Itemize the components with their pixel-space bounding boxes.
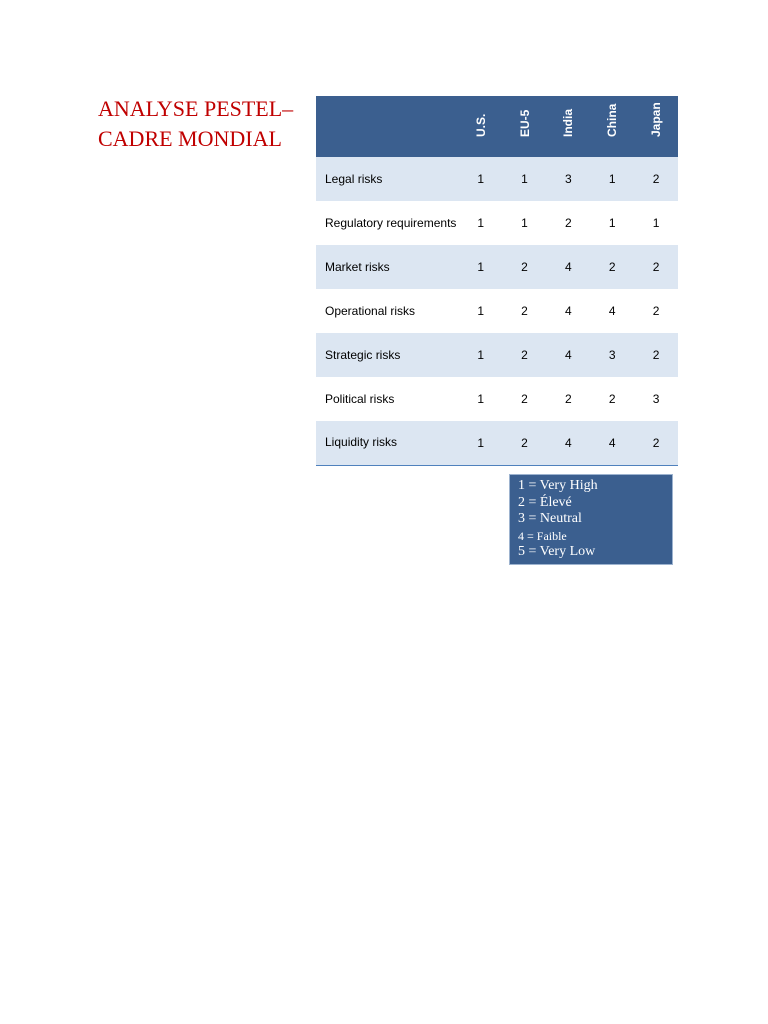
table-cell: 4 [565, 304, 572, 318]
table-cell: 2 [521, 260, 528, 274]
column-header-label: EU-5 [517, 109, 532, 137]
table-cell: 2 [521, 304, 528, 318]
column-header-us [459, 96, 503, 157]
table-cell: 2 [565, 216, 572, 230]
table-cell: 2 [652, 172, 660, 186]
table-cell: 4 [608, 304, 616, 318]
column-header-label: India [561, 108, 576, 137]
table-cell: 1 [477, 216, 484, 230]
header-corner-cell [316, 96, 459, 157]
table-cell: 1 [477, 348, 484, 362]
table-cell: 2 [652, 260, 660, 274]
column-header-label: China [605, 103, 620, 137]
row-label: Operational risks [325, 303, 416, 318]
table-cell: 1 [477, 260, 484, 274]
column-header-japan [634, 96, 678, 157]
table-cell: 1 [477, 435, 484, 450]
table-cell: 1 [477, 392, 484, 406]
table-cell: 4 [565, 348, 572, 362]
table-cell: 2 [652, 304, 660, 318]
column-header-india [546, 96, 590, 157]
table-cell: 2 [565, 392, 572, 406]
legend-box [509, 474, 673, 565]
table-cell: 1 [477, 304, 484, 318]
row-label: Political risks [325, 391, 395, 406]
table-cell: 2 [652, 348, 660, 362]
table-cell: 3 [565, 172, 572, 186]
table-cell: 1 [608, 216, 616, 230]
title-line-2: CADRE MONDIAL [98, 126, 282, 151]
table-cell: 1 [521, 216, 528, 230]
title-line-1: ANALYSE PESTEL– [98, 96, 294, 121]
table-cell: 1 [521, 172, 528, 186]
table-row [316, 421, 678, 465]
row-label: Regulatory requirements [325, 215, 457, 230]
table-cell: 2 [521, 435, 528, 450]
legend-item: 1 = Very High [518, 478, 598, 493]
table-cell: 4 [565, 435, 572, 450]
table-cell: 1 [477, 172, 484, 186]
legend-item: 2 = Élevé [518, 494, 572, 510]
table-cell: 4 [565, 260, 572, 274]
page-title [98, 94, 293, 154]
table-cell: 1 [652, 216, 660, 230]
table-cell: 4 [608, 435, 616, 450]
legend-item: 5 = Very Low [518, 544, 596, 559]
row-label: Market risks [325, 259, 390, 274]
table-cell: 2 [652, 435, 660, 450]
table-cell: 2 [521, 348, 528, 362]
row-label: Strategic risks [325, 347, 401, 362]
table-cell: 2 [608, 260, 616, 274]
table-row [316, 245, 678, 289]
table-row [316, 377, 678, 421]
row-label: Liquidity risks [325, 435, 398, 450]
table-row [316, 157, 678, 201]
table-row [316, 289, 678, 333]
table-cell: 3 [652, 392, 660, 406]
table-cell: 3 [608, 348, 616, 362]
legend-item: 4 = Faible [518, 528, 567, 543]
column-header-china [590, 96, 634, 157]
row-label: Legal risks [325, 171, 383, 186]
table-cell: 2 [608, 392, 616, 406]
table-header-row [316, 96, 678, 157]
table-row [316, 333, 678, 377]
legend-item: 3 = Neutral [518, 511, 582, 526]
table-row [316, 201, 678, 245]
table-cell: 1 [608, 172, 616, 186]
column-header-label: U.S. [473, 113, 488, 137]
risk-table [316, 96, 678, 466]
column-header-label: Japan [649, 102, 664, 137]
column-header-eu5 [503, 96, 547, 157]
table-cell: 2 [521, 392, 528, 406]
